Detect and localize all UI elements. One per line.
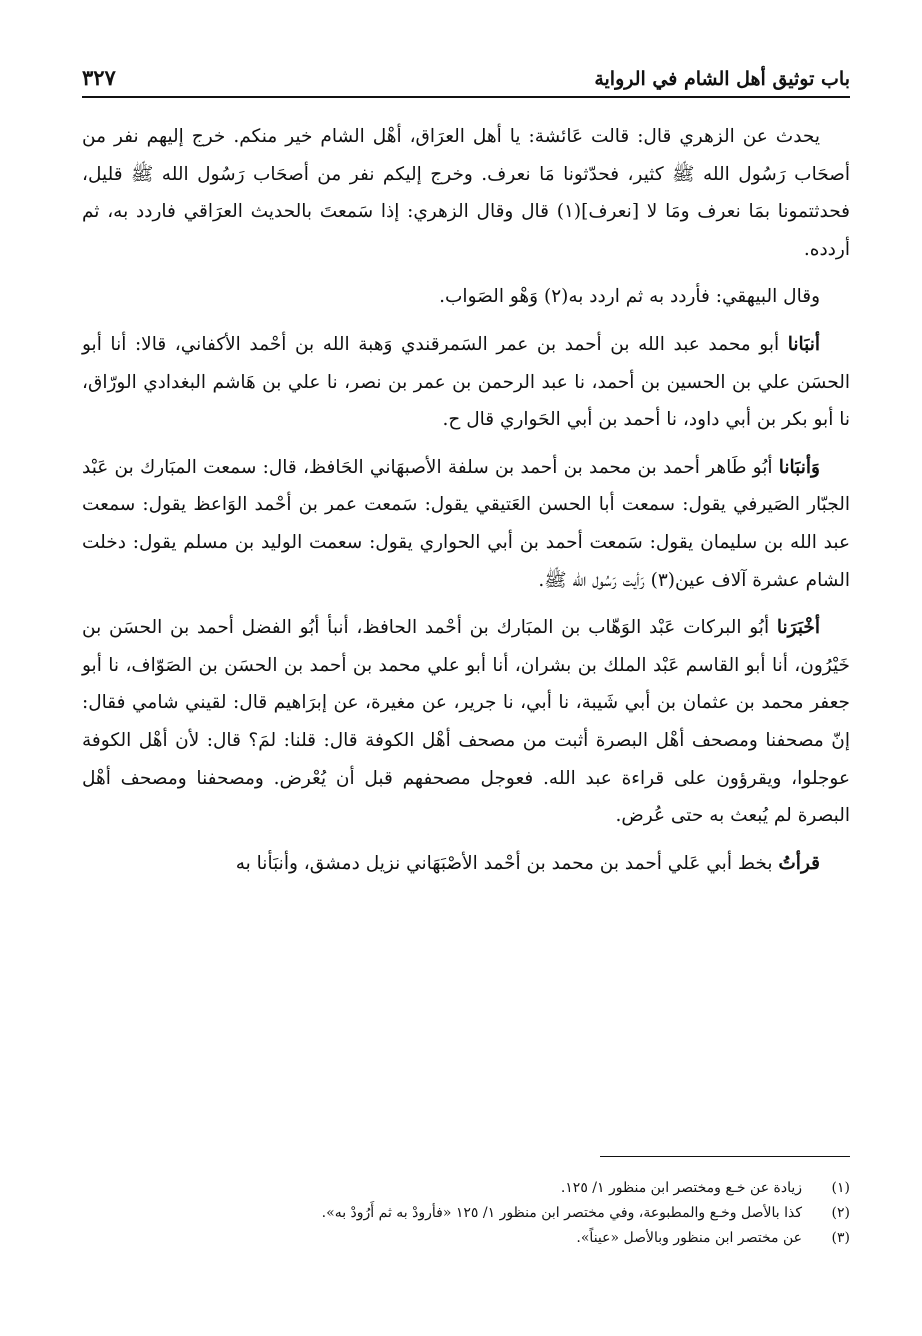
running-header: [82, 58, 850, 98]
paragraph-text: أبُو طَاهر أحمد بن محمد بن أحمد بن سلفة الأصبهَاني الحَافظ، قال: سمعت المبَارك بن عَبْد الجبّار الصَيرفي يقول: سمعت أبا الحسن العَتيقي يقول: سَمعت عمر بن أحْمد الوَاعظ يقول: سمعت عبد الله بن سليمان يقول: سَمعت أحمد بن أبي الحواري يقول: سعمت الوليد بن مسلم يقول: دخلت الشام عشرة آلاف عين(٣) رَأيت رَسُول الله ﷺ.: [82, 456, 850, 591]
paragraph-lead: أخْبَرَنا: [776, 617, 820, 639]
footnotes: [82, 1176, 850, 1251]
paragraph-text: بخط أبي عَلي أحمد بن محمد بن أحْمد الأصْبَهَاني نزيل دمشق، وأنبَأنا به: [235, 852, 773, 874]
paragraph-lead: أنبَانا: [787, 333, 820, 355]
paragraph-lead: وَأنبَانا: [778, 456, 820, 478]
paragraph: [82, 845, 850, 883]
footnote: [82, 1201, 850, 1226]
paragraph: [82, 118, 850, 268]
paragraph-text: أبُو البركات عَبْد الوَهّاب بن المبَارك بن أحْمد الحافظ، أنبأ أبُو الفضل أحمد بن الحسَن بن خَيْرُون، أنا أبو القاسم عَبْد الملك بن بشران، أنا أبو علي محمد بن أحمد بن الحسَن بن الصَوّاف، نا أبو جعفر محمد بن عثمان بن أبي شَيبة، نا أبي، نا جرير، عن مغيرة، عن إبرَاهيم قال: لقيني شامي فقال: إنّ مصحفنا ومصحف أهْل البصرة أثبت من مصحف أهْل الكوفة قال: قلنا: لمَ؟ قال: لأن أهْل الكوفة عوجلوا، ويقرؤون على قراءة عبد الله. فعوجل مصحفهم قبل أن يُعْرض. ومصحفنا ومصحف أهْل البصرة لم يُبعث به حتى عُرض.: [82, 617, 850, 827]
footnote-divider: [600, 1156, 850, 1157]
paragraph: [82, 278, 850, 316]
paragraph: [82, 326, 850, 439]
footnote: [82, 1226, 850, 1251]
footnote: [82, 1176, 850, 1201]
paragraph: [82, 449, 850, 599]
paragraph-text: يحدث عن الزهري قال: قالت عَائشة: يا أهل العرَاق، أهْل الشام خير منكم. خرج إليهم نفر من أصحَاب رَسُول الله ﷺ كثير، فحدّثونا مَا نعرف. وخرج إليكم نفر من أصحَاب رَسُول الله ﷺ قليل، فحدثتمونا بمَا نعرف ومَا لا [نعرف](١) قال وقال الزهري: إذا سَمعتَ بالحديث العرَاقي فاردد به، ثم أردده.: [82, 126, 850, 260]
footnote-number: (٣): [831, 1230, 850, 1246]
footnote-text: عن مختصر ابن منظور وبالأصل «عيناً».: [576, 1230, 802, 1246]
paragraph: [82, 609, 850, 835]
footnote-number: (٢): [831, 1205, 850, 1221]
paragraph-text: أبو محمد عبد الله بن أحمد بن عمر السَمرقندي وَهبة الله بن أحْمد الأكفاني، قالا: أنا أبو الحسَن علي بن الحسين بن أحمد، نا عبد الرحمن بن عمر بن نصر، نا علي بن هَاشم البغدادي الورّاق، نا أبو بكر بن أبي داود، نا أحمد بن أبي الحَواري قال ح.: [82, 333, 850, 431]
main-text: [82, 118, 850, 892]
footnote-number: (١): [831, 1180, 850, 1196]
footnote-text: زيادة عن خـع ومختصر ابن منظور ١/ ١٢٥.: [560, 1180, 802, 1196]
paragraph-lead: قرأتُ: [778, 852, 820, 874]
paragraph-text: وقال البيهقي: فأردد به ثم اردد به(٢) وَهْو الصَواب.: [439, 286, 820, 308]
chapter-title: باب توثيق أهل الشام في الرواية: [594, 68, 850, 90]
footnote-text: كذا بالأصل وخـع والمطبوعة، وفي مختصر ابن منظور ١/ ١٢٥ «فأرودْ به ثم أَرُودْ به».: [321, 1205, 802, 1221]
page-number: ٣٢٧: [82, 65, 116, 90]
